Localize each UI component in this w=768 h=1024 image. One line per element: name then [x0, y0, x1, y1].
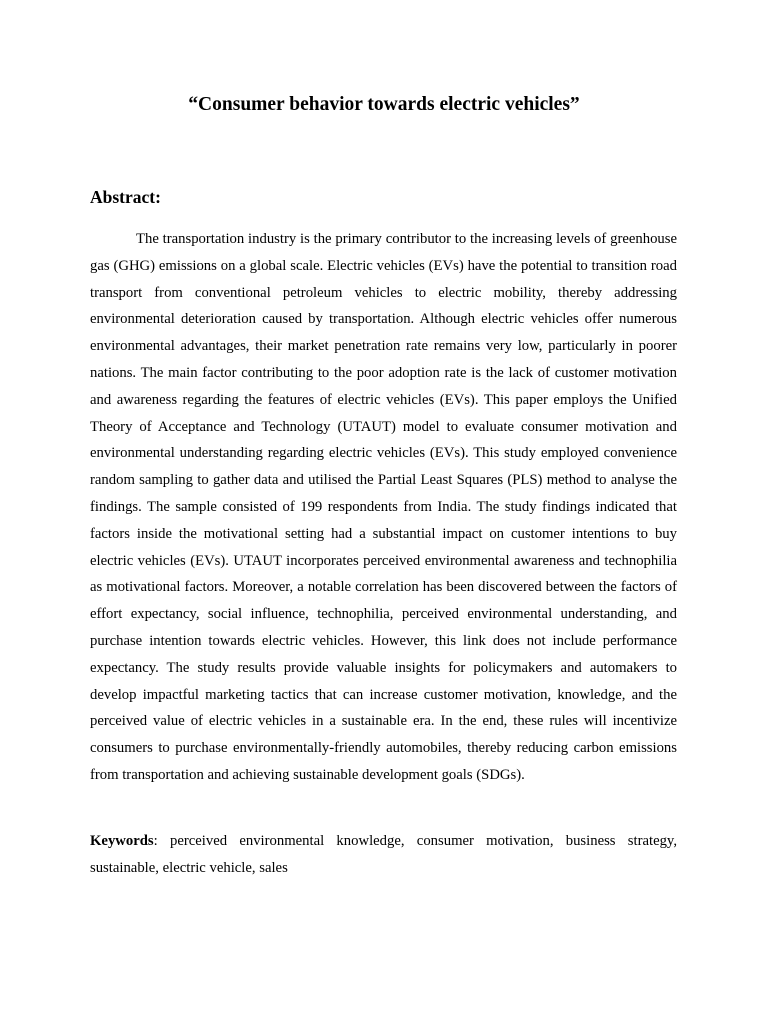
keywords-list: : perceived environmental knowledge, consumer motivation, business strategy, sustainable, electric vehicle, sales	[90, 833, 677, 876]
abstract-paragraph: The transportation industry is the primary contributor to the increasing levels of greenhouse gas (GHG) emissions on a global scale. Electric vehicles (EVs) have the potential to transition road transport from conventional petroleum vehicles to electric mobility, thereby addressing environmental deterioration caused by transportation. Although electric vehicles offer numerous environmental advantages, their market penetration rate remains very low, particularly in poorer nations. The main factor contributing to the poor adoption rate is the lack of customer motivation and awareness regarding the features of electric vehicles (EVs). This paper employs the Unified Theory of Acceptance and Technology (UTAUT) model to evaluate consumer motivation and environmental understanding regarding electric vehicles (EVs). This study employed convenience random sampling to gather data and utilised the Partial Least Squares (PLS) method to analyse the findings. The sample consisted of 199 respondents from India. The study findings indicated that factors inside the motivational setting had a substantial impact on customer intentions to buy electric vehicles (EVs). UTAUT incorporates perceived environmental awareness and technophilia as motivational factors. Moreover, a notable correlation has been discovered between the factors of effort expectancy, social influence, technophilia, perceived environmental understanding, and purchase intention towards electric vehicles. However, this link does not include performance expectancy. The study results provide valuable insights for policymakers and automakers to develop impactful marketing tactics that can increase customer motivation, knowledge, and the perceived value of electric vehicles in a sustainable era. In the end, these rules will incentivize consumers to purchase environmentally-friendly automobiles, thereby reducing carbon emissions from transportation and achieving sustainable development goals (SDGs).	[90, 231, 677, 783]
abstract-heading: Abstract:	[90, 187, 161, 207]
keywords-paragraph	[90, 828, 677, 882]
document-title: “Consumer behavior towards electric vehicles”	[188, 94, 580, 115]
keywords-label: Keywords	[90, 833, 154, 849]
